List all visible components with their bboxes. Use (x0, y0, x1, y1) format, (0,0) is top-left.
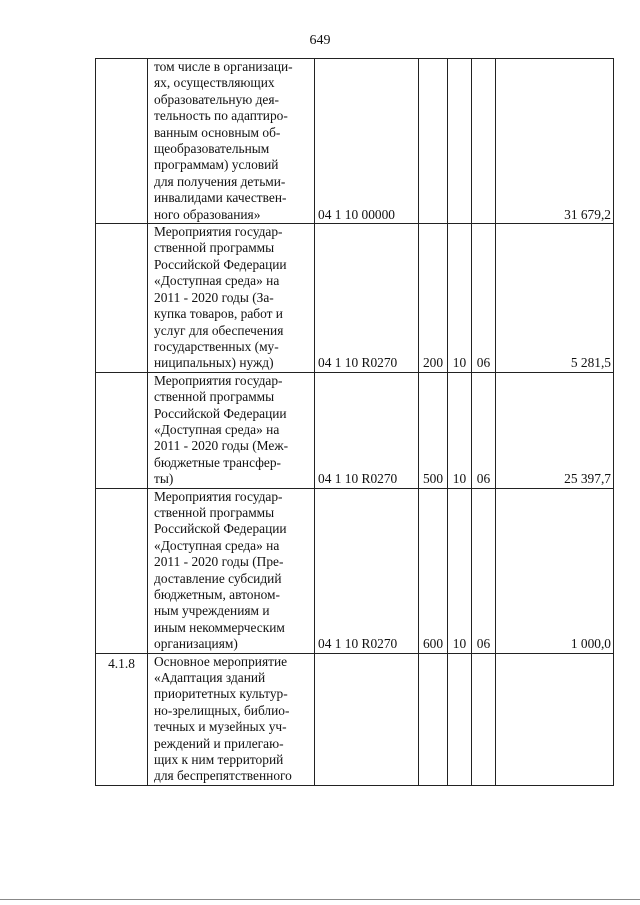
section-cell: 10 (448, 372, 472, 488)
description-line: но-зрелищных, библио- (154, 702, 290, 718)
budget-table (95, 58, 614, 786)
description-line: инвалидами качествен- (154, 190, 287, 206)
description-line: для получения детьми- (154, 173, 286, 189)
description-line: ственной программы (154, 389, 275, 405)
section-cell (448, 59, 472, 224)
target-article-code-cell: 04 1 10 R0270 (315, 488, 419, 653)
description-line: «Доступная среда» на (154, 537, 280, 553)
description-line: ниципальных) нужд) (154, 355, 274, 371)
description-line: организациям) (154, 636, 238, 652)
amount-cell (496, 653, 614, 785)
subsection-cell: 06 (472, 372, 496, 488)
item-number-cell (96, 224, 148, 373)
expense-type-cell (419, 653, 448, 785)
table-row (96, 59, 614, 224)
description-line: услуг для обеспечения (154, 322, 284, 338)
description-line: «Доступная среда» на (154, 273, 280, 289)
description-line: Мероприятия государ- (154, 372, 283, 388)
expense-type-cell: 500 (419, 372, 448, 488)
amount-cell: 5 281,5 (496, 224, 614, 373)
description-line: щих к ним территорий (154, 752, 284, 768)
description-line: тельность по адаптиро- (154, 108, 288, 124)
description-line: ственной программы (154, 240, 275, 256)
item-number-cell (96, 488, 148, 653)
item-number-cell: 4.1.8 (96, 653, 148, 785)
description-line: иным некоммерческим (154, 619, 285, 635)
target-article-code-cell: 04 1 10 R0270 (315, 372, 419, 488)
description-line: бюджетным, автоном- (154, 587, 280, 602)
target-article-code-cell (315, 653, 419, 785)
description-line: «Доступная среда» на (154, 421, 280, 437)
description-line: ях, осуществляющих (154, 75, 275, 91)
description-line: купка товаров, работ и (154, 306, 283, 322)
description-line: ственной программы (154, 504, 275, 520)
description-line: том числе в организаци- (154, 59, 293, 74)
subsection-cell: 06 (472, 488, 496, 653)
description-line: течных и музейных уч- (154, 719, 287, 735)
description-line: «Адаптация зданий (154, 670, 266, 686)
description-line: доставление субсидий (154, 570, 282, 586)
amount-cell: 25 397,7 (496, 372, 614, 488)
description-line: 2011 - 2020 годы (Пре- (154, 554, 284, 570)
description-line: 2011 - 2020 годы (За- (154, 289, 274, 305)
description-line: Российской Федерации (154, 256, 287, 272)
description-cell (148, 224, 315, 373)
item-number-cell (96, 372, 148, 488)
expense-type-cell: 600 (419, 488, 448, 653)
page-bottom-rule (0, 899, 640, 900)
description-line: Мероприятия государ- (154, 488, 283, 504)
expense-type-cell: 200 (419, 224, 448, 373)
amount-cell: 31 679,2 (496, 59, 614, 224)
description-line: ты) (154, 471, 174, 487)
description-line: ным учреждениям и (154, 603, 270, 619)
description-cell (148, 372, 315, 488)
section-cell (448, 653, 472, 785)
subsection-cell (472, 653, 496, 785)
section-cell: 10 (448, 224, 472, 373)
description-line: щеобразовательным (154, 141, 270, 157)
description-line: ванным основным об- (154, 124, 281, 140)
table-row (96, 372, 614, 488)
description-line: 2011 - 2020 годы (Меж- (154, 438, 289, 454)
description-line: Российской Федерации (154, 405, 287, 421)
description-line: ного образования» (154, 206, 261, 222)
section-cell: 10 (448, 488, 472, 653)
description-cell (148, 59, 315, 224)
item-number-cell (96, 59, 148, 224)
description-line: государственных (му- (154, 338, 279, 354)
description-line: приоритетных культур- (154, 686, 288, 702)
description-line: бюджетные трансфер- (154, 454, 281, 470)
description-line: программам) условий (154, 157, 279, 173)
description-cell (148, 488, 315, 653)
description-line: реждений и прилегаю- (154, 735, 284, 751)
subsection-cell (472, 59, 496, 224)
expense-type-cell (419, 59, 448, 224)
amount-cell: 1 000,0 (496, 488, 614, 653)
description-line: Мероприятия государ- (154, 224, 283, 240)
description-line: для беспрепятственного (154, 768, 292, 784)
description-line: образовательную дея- (154, 91, 279, 107)
target-article-code-cell: 04 1 10 00000 (315, 59, 419, 224)
table-row (96, 224, 614, 373)
description-cell (148, 653, 315, 785)
page-number: 649 (309, 33, 331, 48)
table-row (96, 653, 614, 785)
subsection-cell: 06 (472, 224, 496, 373)
description-line: Российской Федерации (154, 521, 287, 537)
target-article-code-cell: 04 1 10 R0270 (315, 224, 419, 373)
description-line: Основное мероприятие (154, 653, 288, 669)
table-row (96, 488, 614, 653)
